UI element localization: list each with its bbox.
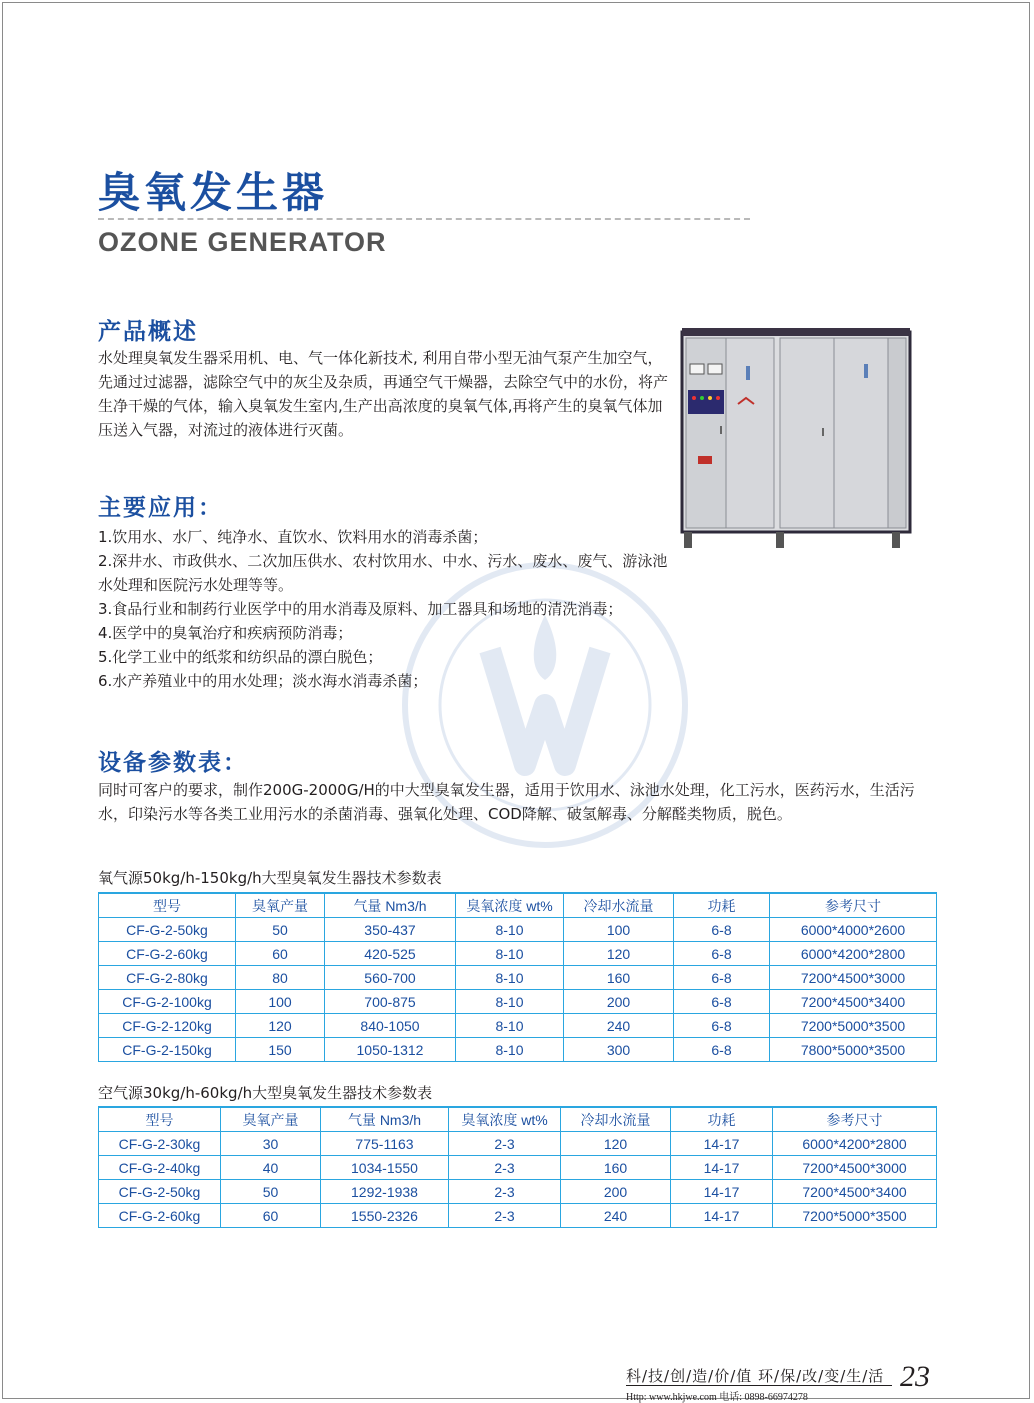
table-row (99, 1014, 937, 1038)
table-cell: 150 (236, 1038, 325, 1062)
column-header: 臭氧产量 (221, 1107, 321, 1132)
table-cell: 50 (236, 918, 325, 942)
table-row (99, 1132, 937, 1156)
column-header: 臭氧产量 (236, 893, 325, 918)
table-cell: 6-8 (674, 966, 770, 990)
page-number: 23 (900, 1360, 930, 1393)
table-cell: 80 (236, 966, 325, 990)
table-cell: 100 (564, 918, 674, 942)
air-source-params-table (98, 1106, 937, 1228)
table-cell: 240 (564, 1014, 674, 1038)
table-cell: CF-G-2-60kg (99, 1204, 221, 1228)
table-cell: CF-G-2-40kg (99, 1156, 221, 1180)
table-cell: 50 (221, 1180, 321, 1204)
list-item: 3.食品行业和制药行业医学中的用水消毒及原料、加工器具和场地的清洗消毒； (98, 600, 623, 618)
table-cell: 7200*5000*3500 (770, 1014, 937, 1038)
table-cell: 7200*4500*3000 (770, 966, 937, 990)
applications-list (98, 525, 758, 693)
table-cell: 7200*5000*3500 (773, 1204, 937, 1228)
table-cell: 14-17 (671, 1132, 773, 1156)
table-cell: 240 (561, 1204, 671, 1228)
table-cell: 6-8 (674, 918, 770, 942)
table-cell: 8-10 (456, 990, 564, 1014)
table-cell: 8-10 (456, 918, 564, 942)
ozone-generator-product-image (676, 326, 916, 556)
table-cell: CF-G-2-150kg (99, 1038, 236, 1062)
applications-heading: 主要应用： (98, 495, 223, 521)
table-row (99, 1204, 937, 1228)
table-cell: CF-G-2-50kg (99, 1180, 221, 1204)
table-cell: 7200*4500*3000 (773, 1156, 937, 1180)
params-heading: 设备参数表： (98, 750, 248, 776)
table-cell: 2-3 (449, 1156, 561, 1180)
table-cell: 8-10 (456, 966, 564, 990)
column-header: 气量 Nm3/h (321, 1107, 449, 1132)
table-cell: 1550-2326 (321, 1204, 449, 1228)
overview-heading: 产品概述 (98, 319, 198, 345)
table-cell: 840-1050 (325, 1014, 456, 1038)
table-row (99, 1156, 937, 1180)
table-cell: 2-3 (449, 1204, 561, 1228)
column-header: 型号 (99, 1107, 221, 1132)
column-header: 冷却水流量 (561, 1107, 671, 1132)
oxygen-source-params-table (98, 892, 937, 1062)
table-cell: CF-G-2-80kg (99, 966, 236, 990)
column-header: 参考尺寸 (770, 893, 937, 918)
table-cell: 1050-1312 (325, 1038, 456, 1062)
table-cell: 775-1163 (321, 1132, 449, 1156)
table-cell: 2-3 (449, 1132, 561, 1156)
table-cell: 200 (561, 1180, 671, 1204)
list-item: 5.化学工业中的纸浆和纺织品的漂白脱色； (98, 648, 383, 666)
table-cell: 200 (564, 990, 674, 1014)
page-subtitle: OZONE GENERATOR (98, 227, 387, 257)
column-header: 臭氧浓度 wt% (456, 893, 564, 918)
column-header: 冷却水流量 (564, 893, 674, 918)
table-cell: 700-875 (325, 990, 456, 1014)
column-header: 功耗 (671, 1107, 773, 1132)
table-cell: 160 (561, 1156, 671, 1180)
table-cell: 1034-1550 (321, 1156, 449, 1180)
table-row (99, 942, 937, 966)
table-cell: 14-17 (671, 1156, 773, 1180)
footer-slogan: 科/技/创/造/价/值 环/保/改/变/生/活 (626, 1367, 885, 1385)
table-row (99, 1180, 937, 1204)
table-cell: 6-8 (674, 1014, 770, 1038)
table-cell: 350-437 (325, 918, 456, 942)
table-header-row (99, 893, 937, 918)
table-cell: 6000*4000*2600 (770, 918, 937, 942)
table-cell: 7200*4500*3400 (770, 990, 937, 1014)
table-cell: 2-3 (449, 1180, 561, 1204)
table-cell: 8-10 (456, 1038, 564, 1062)
table-cell: 7200*4500*3400 (773, 1180, 937, 1204)
list-item: 1.饮用水、水厂、纯净水、直饮水、饮料用水的消毒杀菌； (98, 528, 488, 546)
table-cell: 420-525 (325, 942, 456, 966)
table1-caption: 氧气源50kg/h-150kg/h大型臭氧发生器技术参数表 (98, 869, 442, 887)
table-cell: 14-17 (671, 1180, 773, 1204)
table-cell: 100 (236, 990, 325, 1014)
table-cell: 1292-1938 (321, 1180, 449, 1204)
table-cell: 8-10 (456, 1014, 564, 1038)
table-row (99, 1038, 937, 1062)
table-row (99, 966, 937, 990)
footer-contact: Http: www.hkjwe.com 电话: 0898-66974278 (626, 1392, 808, 1403)
table-cell: CF-G-2-50kg (99, 918, 236, 942)
list-item: 4.医学中的臭氧治疗和疾病预防消毒； (98, 624, 353, 642)
table-header-row (99, 1107, 937, 1132)
overview-text: 水处理臭氧发生器采用机、电、气一体化新技术, 利用自带小型无油气泵产生加空气，先通过过滤器，滤除空气中的灰尘及杂质，再通空气干燥器，去除空气中的水份，将产生净干燥的气体，输入臭氧发生室内,生产出高浓度的臭氧气体,再将产生的臭氧气体加压送入气器，对流过的液体进行灭菌。 (98, 349, 669, 439)
table-cell: 300 (564, 1038, 674, 1062)
table-row (99, 990, 937, 1014)
column-header: 臭氧浓度 wt% (449, 1107, 561, 1132)
column-header: 功耗 (674, 893, 770, 918)
table-cell: CF-G-2-60kg (99, 942, 236, 966)
column-header: 型号 (99, 893, 236, 918)
table-cell: 8-10 (456, 942, 564, 966)
title-divider (98, 218, 750, 220)
table-cell: 6-8 (674, 1038, 770, 1062)
footer-divider (626, 1385, 892, 1386)
table-cell: 6000*4200*2800 (770, 942, 937, 966)
list-item: 2.深井水、市政供水、二次加压供水、农村饮用水、中水、污水、废水、废气、游泳池水处理和医院污水处理等等。 (98, 552, 668, 594)
table-cell: 6-8 (674, 990, 770, 1014)
table-cell: CF-G-2-120kg (99, 1014, 236, 1038)
table-cell: 120 (561, 1132, 671, 1156)
table-cell: CF-G-2-100kg (99, 990, 236, 1014)
table-cell: 60 (236, 942, 325, 966)
page-title: 臭氧发生器 (98, 168, 329, 217)
table-cell: 14-17 (671, 1204, 773, 1228)
params-intro: 同时可客户的要求，制作200G-2000G/H的中大型臭氧发生器，适用于饮用水、泳池水处理，化工污水，医药污水，生活污水，印染污水等各类工业用污水的杀菌消毒、强氧化处理、COD降解、破氢解毒、分解醛类物质，脱色。 (98, 781, 915, 823)
table-cell: 6-8 (674, 942, 770, 966)
table-cell: 120 (564, 942, 674, 966)
column-header: 参考尺寸 (773, 1107, 937, 1132)
table-cell: 40 (221, 1156, 321, 1180)
table-cell: CF-G-2-30kg (99, 1132, 221, 1156)
table2-caption: 空气源30kg/h-60kg/h大型臭氧发生器技术参数表 (98, 1084, 433, 1102)
table-cell: 120 (236, 1014, 325, 1038)
table-cell: 60 (221, 1204, 321, 1228)
table-cell: 7800*5000*3500 (770, 1038, 937, 1062)
table-cell: 6000*4200*2800 (773, 1132, 937, 1156)
list-item: 6.水产养殖业中的用水处理；淡水海水消毒杀菌； (98, 672, 428, 690)
table-cell: 160 (564, 966, 674, 990)
table-row (99, 918, 937, 942)
column-header: 气量 Nm3/h (325, 893, 456, 918)
table-cell: 30 (221, 1132, 321, 1156)
table-cell: 560-700 (325, 966, 456, 990)
